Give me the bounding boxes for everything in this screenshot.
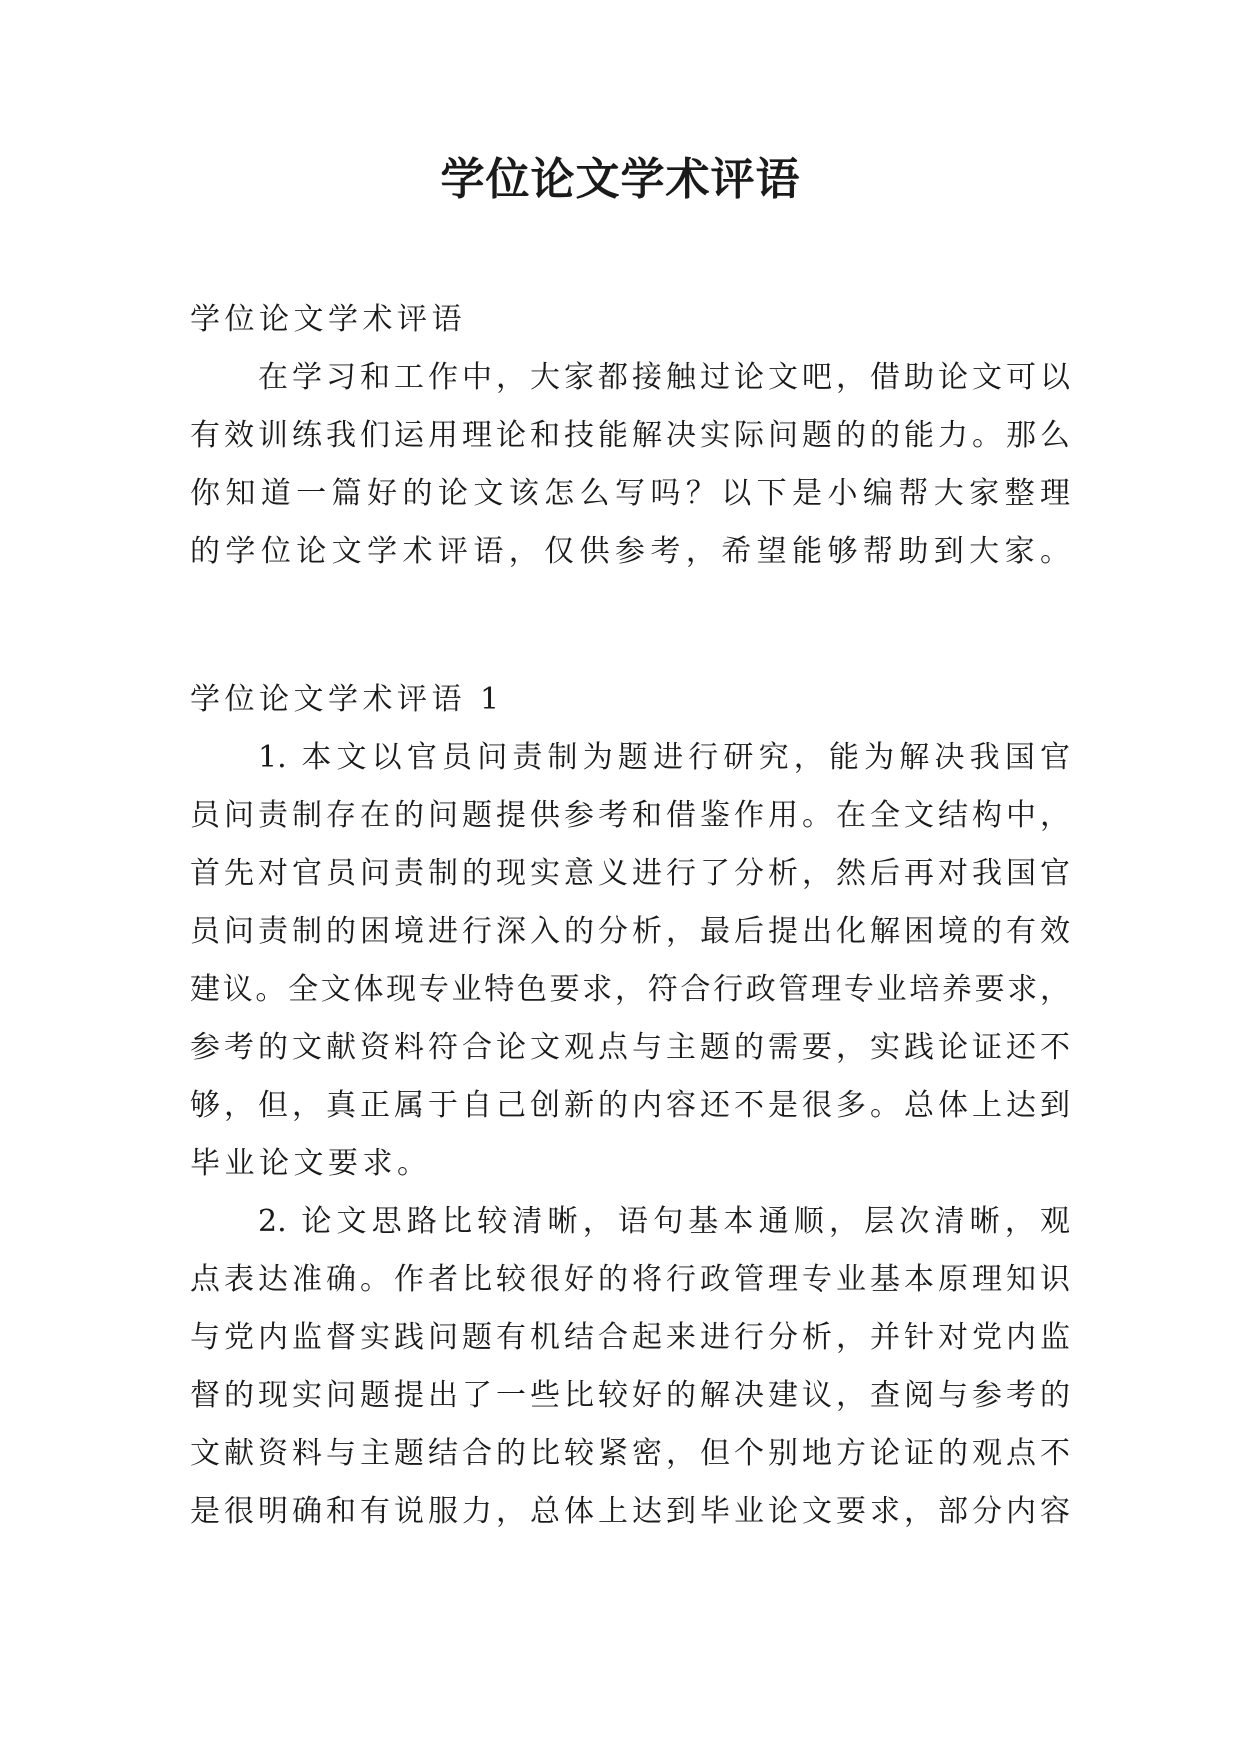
document-body: [190, 291, 1070, 1541]
paragraph-line: 首先对官员问责制的现实意义进行了分析，然后再对我国官: [190, 856, 1070, 891]
paragraph-line: 毕业论文要求。: [190, 1146, 432, 1181]
paragraph-line: 2. 论文思路比较清晰，语句基本通顺，层次清晰，观: [258, 1204, 1070, 1239]
paragraph-line: 参考的文献资料符合论文观点与主题的需要，实践论证还不: [190, 1030, 1070, 1065]
paragraph-line: 是很明确和有说服力，总体上达到毕业论文要求，部分内容: [190, 1494, 1070, 1529]
intro-heading: 学位论文学术评语: [190, 302, 466, 337]
document-title: 学位论文学术评语: [440, 154, 801, 205]
intro-line: 你知道一篇好的论文该怎么写吗？以下是小编帮大家整理: [190, 476, 1070, 511]
intro-line: 在学习和工作中，大家都接触过论文吧，借助论文可以: [258, 360, 1070, 395]
intro-line: 有效训练我们运用理论和技能解决实际问题的的能力。那么: [190, 418, 1070, 453]
paragraph-line: 员问责制存在的问题提供参考和借鉴作用。在全文结构中，: [190, 798, 1070, 833]
paragraph-line: 员问责制的困境进行深入的分析，最后提出化解困境的有效: [190, 914, 1070, 949]
paragraph-line: 文献资料与主题结合的比较紧密，但个别地方论证的观点不: [190, 1436, 1070, 1471]
paragraph-line: 建议。全文体现专业特色要求，符合行政管理专业培养要求，: [190, 972, 1070, 1007]
intro-line: 的学位论文学术评语，仅供参考，希望能够帮助到大家。: [190, 534, 1070, 569]
paragraph-line: 点表达准确。作者比较很好的将行政管理专业基本原理知识: [190, 1262, 1070, 1297]
paragraph-line: 够，但，真正属于自己创新的内容还不是很多。总体上达到: [190, 1088, 1070, 1123]
paragraph-line: 1. 本文以官员问责制为题进行研究，能为解决我国官: [258, 740, 1070, 775]
section-spacer: [190, 581, 1070, 671]
paragraph-line: 督的现实问题提出了一些比较好的解决建议，查阅与参考的: [190, 1378, 1070, 1413]
paragraph-line: 与党内监督实践问题有机结合起来进行分析，并针对党内监: [190, 1320, 1070, 1355]
section-heading: 学位论文学术评语 1: [190, 682, 504, 717]
